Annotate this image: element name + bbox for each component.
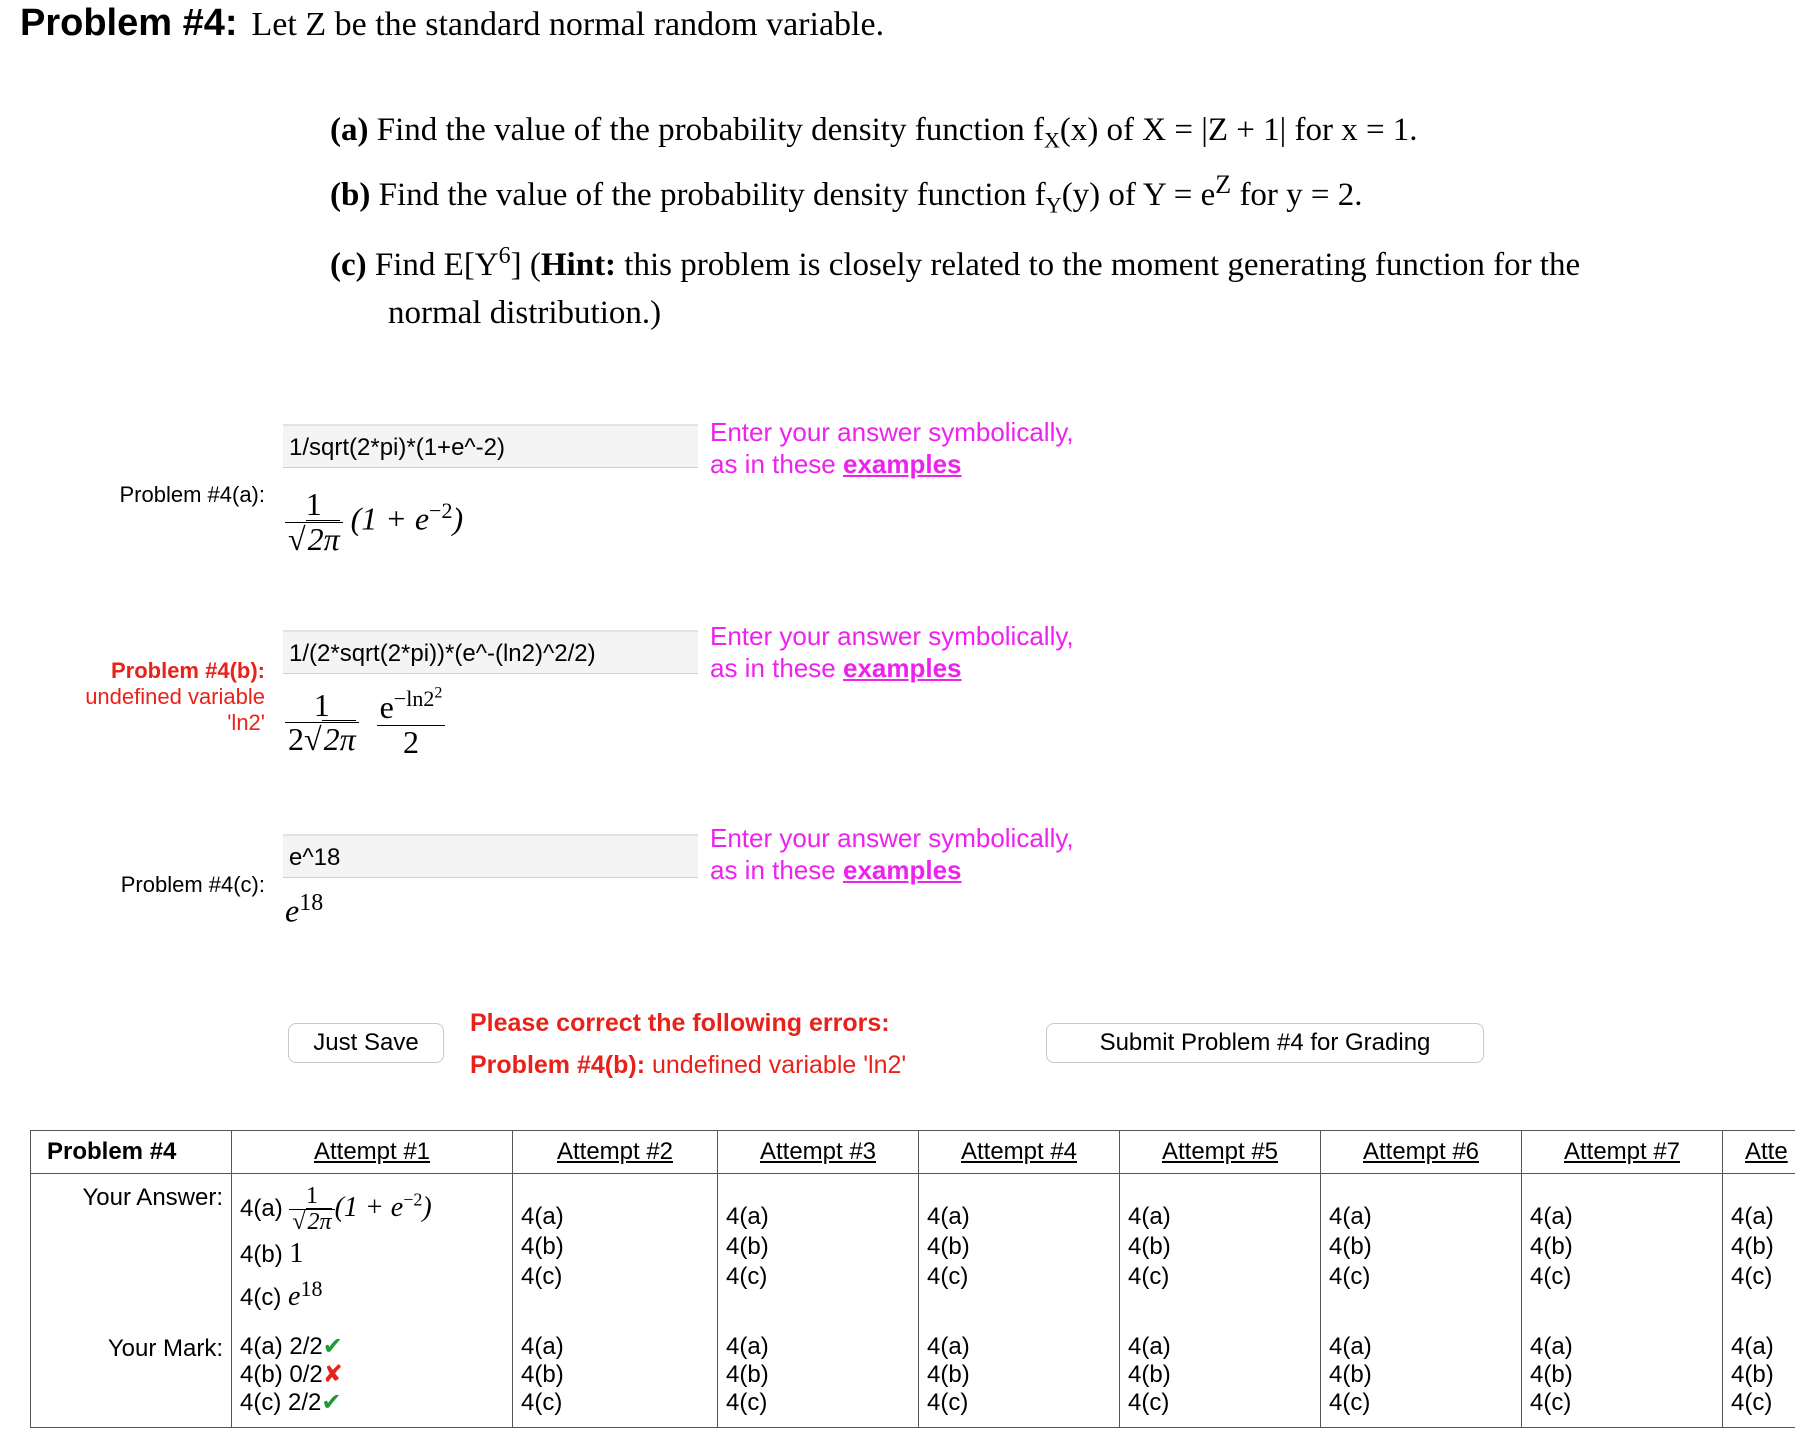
preview-paren: (1 + e	[350, 500, 430, 537]
fraction	[289, 1184, 334, 1235]
close: )	[422, 1192, 432, 1224]
attempt-header	[919, 1131, 1120, 1174]
part-a: 4(a)	[1329, 1203, 1372, 1230]
answer-b-hint	[710, 620, 1074, 684]
fraction-den	[285, 520, 343, 557]
part-a: 4(a)	[1731, 1333, 1774, 1361]
fraction	[285, 488, 343, 556]
attempt-header	[1723, 1131, 1796, 1174]
part-b-label: (b)	[330, 177, 371, 213]
problem-title	[20, 2, 884, 45]
part-b: 4(b)	[927, 1361, 970, 1389]
attempt8-marks	[1723, 1323, 1796, 1428]
attempt-link-3[interactable]: Attempt #3	[759, 1138, 877, 1165]
part-c: 4(c)	[1329, 1389, 1371, 1417]
answer-a-input[interactable]: 1/sqrt(2*pi)*(1+e^-2)	[283, 424, 698, 468]
attempt-link-2[interactable]: Attempt #2	[556, 1138, 674, 1165]
exp-sup: 18	[299, 890, 324, 916]
part-a: 4(a)	[1128, 1333, 1171, 1361]
part-c: 4(c)	[726, 1263, 768, 1290]
check-icon: ✔	[322, 1333, 343, 1361]
your-mark-label: Your Mark:	[31, 1323, 232, 1428]
part-c: 4(c)	[1329, 1263, 1371, 1290]
part-a: 4(a)	[521, 1203, 564, 1230]
exp-sup-sup: 2	[434, 685, 443, 702]
answer-b-preview	[285, 686, 445, 759]
error-item-text: undefined variable 'ln2'	[645, 1051, 907, 1079]
part-c: 4(c)	[1731, 1263, 1773, 1290]
exp-base: e	[379, 688, 394, 725]
attempt2-answers	[513, 1174, 718, 1324]
table-header-problem: Problem #4	[31, 1131, 232, 1174]
exp-sup: 18	[300, 1276, 323, 1302]
hint-label: Hint:	[540, 247, 617, 283]
part-c: 4(c)	[927, 1389, 969, 1417]
attempt-link-6[interactable]: Attempt #6	[1362, 1138, 1480, 1165]
part-a-label: (a)	[330, 112, 369, 148]
fraction-den	[289, 1210, 334, 1235]
part-b: 4(b)	[1731, 1361, 1774, 1389]
answers-row	[31, 1174, 1796, 1324]
part-b: 4(b)	[726, 1233, 769, 1260]
fraction-num: 1	[285, 488, 343, 523]
part-c: 4(c)	[1731, 1389, 1773, 1417]
part-b: 4(b)	[1329, 1361, 1372, 1389]
table-header-row	[31, 1131, 1796, 1174]
attempt-link-4[interactable]: Attempt #4	[960, 1138, 1078, 1165]
answer-c-hint	[710, 822, 1074, 886]
problem-number: Problem #4:	[20, 2, 238, 44]
answer-b-title: Problem #4(b):	[110, 658, 265, 683]
preview-close: )	[452, 500, 464, 537]
answer-value: 1	[289, 1238, 304, 1270]
part-c: 4(c)	[521, 1263, 563, 1290]
part-c: 4(c)	[1128, 1263, 1170, 1290]
part-b: 4(b)	[521, 1361, 564, 1389]
attempt3-answers	[718, 1174, 919, 1324]
answer-math	[289, 1183, 432, 1236]
sqrt-content: 2π	[307, 520, 340, 557]
error-item	[470, 1051, 906, 1080]
sqrt-icon: √	[292, 1209, 306, 1236]
part-c: 4(c)	[726, 1389, 768, 1417]
answer-c-preview	[285, 890, 323, 930]
mark-a	[240, 1333, 504, 1361]
hint-line1: Enter your answer symbolically,	[710, 417, 1074, 447]
mark-c	[240, 1389, 504, 1417]
question-a	[330, 112, 1418, 154]
attempt-link-1[interactable]: Attempt #1	[313, 1138, 431, 1165]
mark-b	[240, 1361, 504, 1389]
den-coef: 2	[288, 721, 304, 758]
part-b-rest2: for y = 2.	[1231, 177, 1363, 213]
part-c-text: Find E[Y	[374, 247, 499, 283]
examples-link[interactable]: examples	[842, 449, 962, 479]
attempt-header	[1321, 1131, 1522, 1174]
answer-b-error1: undefined variable	[85, 684, 265, 709]
attempt7-answers	[1522, 1174, 1723, 1324]
answer-c-input[interactable]: e^18	[283, 834, 698, 878]
sup: −2	[403, 1189, 423, 1210]
attempt6-marks	[1321, 1323, 1522, 1428]
attempt7-marks	[1522, 1323, 1723, 1428]
fraction-2	[377, 686, 446, 759]
part-b: 4(b)	[521, 1233, 564, 1260]
mark-text: 4(b) 0/2	[240, 1361, 323, 1389]
part-a-sub: X	[1043, 127, 1060, 153]
part-a: 4(a)	[927, 1333, 970, 1361]
marks-row	[31, 1323, 1796, 1428]
part-c: 4(c)	[1530, 1263, 1572, 1290]
part-a: 4(a)	[1128, 1203, 1171, 1230]
exp-sup	[394, 686, 443, 711]
part-c-sup: 6	[498, 243, 511, 269]
attempt-link-7[interactable]: Attempt #7	[1563, 1138, 1681, 1165]
fraction-num-2	[377, 686, 446, 726]
attempt-link-8[interactable]: Atte	[1745, 1138, 1788, 1165]
attempt-header	[1120, 1131, 1321, 1174]
part-a: 4(a)	[1731, 1203, 1774, 1230]
part-b-rest: (y) of Y = e	[1061, 177, 1216, 213]
attempt3-marks	[718, 1323, 919, 1428]
fraction-num: 1	[285, 689, 359, 724]
part-b: 4(b)	[1530, 1361, 1573, 1389]
error-item-label: Problem #4(b):	[470, 1051, 646, 1079]
part-b-sup: Z	[1215, 170, 1232, 199]
attempt4-answers	[919, 1174, 1120, 1324]
part-a: 4(a)	[726, 1203, 769, 1230]
mark-text: 4(c) 2/2	[240, 1389, 322, 1417]
cross-icon: ✘	[322, 1361, 343, 1389]
examples-link[interactable]: examples	[842, 855, 962, 885]
attempt5-marks	[1120, 1323, 1321, 1428]
hint-line2: as in these	[710, 653, 843, 683]
fraction-den-2: 2	[402, 723, 419, 760]
part-b-text: Find the value of the probability density function f	[378, 177, 1046, 213]
mark-text: 4(a) 2/2	[240, 1333, 323, 1361]
sqrt-icon: √	[304, 721, 322, 758]
part-c: 4(c)	[1530, 1389, 1572, 1417]
part-b: 4(b)	[927, 1233, 970, 1260]
part-c-label: (c)	[330, 247, 367, 283]
answer-a-hint	[710, 416, 1074, 480]
submit-button[interactable]: Submit Problem #4 for Grading	[1046, 1023, 1484, 1063]
preview-sup: −2	[429, 497, 453, 523]
part-b: 4(b)	[726, 1361, 769, 1389]
attempt-header	[232, 1131, 513, 1174]
hint-line2: as in these	[710, 449, 843, 479]
attempt5-answers	[1120, 1174, 1321, 1324]
part-b: 4(b)	[1128, 1233, 1171, 1260]
part-a: 4(a)	[1530, 1333, 1573, 1361]
exp-sup-text: −ln2	[393, 686, 435, 712]
attempt1-marks	[232, 1323, 513, 1428]
part-a: 4(a)	[1329, 1333, 1372, 1361]
answer-c-label: Problem #4(c):	[120, 872, 265, 897]
sqrt-content: 2π	[307, 1209, 332, 1236]
problem-intro: Let Z be the standard normal random variable.	[251, 6, 885, 43]
attempt1-answer-c	[240, 1274, 504, 1313]
sqrt-icon: √	[288, 520, 306, 557]
part-label: 4(b)	[240, 1241, 283, 1269]
examples-link[interactable]: examples	[842, 653, 962, 683]
part-b: 4(b)	[1329, 1233, 1372, 1260]
sqrt-content: 2π	[323, 721, 356, 758]
answer-b-input[interactable]: 1/(2*sqrt(2*pi))*(e^-(ln2)^2/2)	[283, 630, 698, 674]
attempt1-answer-b	[240, 1239, 504, 1270]
attempt2-marks	[513, 1323, 718, 1428]
answer-b-label	[15, 658, 265, 736]
fraction-num: 1	[289, 1184, 334, 1210]
attempt1-answer-a	[240, 1184, 504, 1235]
attempt6-answers	[1321, 1174, 1522, 1324]
check-icon: ✔	[321, 1389, 342, 1417]
part-a-rest: (x) of X = |Z + 1| for x = 1.	[1059, 112, 1418, 148]
part-c-rest3: normal distribution.)	[388, 295, 662, 331]
attempt-header	[718, 1131, 919, 1174]
attempt1-answers	[232, 1174, 513, 1324]
attempt-header	[513, 1131, 718, 1174]
part-a: 4(a)	[521, 1333, 564, 1361]
part-label: 4(c)	[240, 1284, 282, 1312]
part-b: 4(b)	[1128, 1361, 1171, 1389]
answer-b-error2: 'ln2'	[227, 710, 265, 735]
question-b	[330, 170, 1363, 219]
part-c-rest: ] (	[510, 247, 541, 283]
exp-base: e	[288, 1281, 301, 1313]
part-c: 4(c)	[521, 1389, 563, 1417]
part-a: 4(a)	[726, 1333, 769, 1361]
part-a-text: Find the value of the probability density function f	[376, 112, 1044, 148]
answer-a-label: Problem #4(a):	[119, 482, 265, 507]
part-c: 4(c)	[927, 1263, 969, 1290]
part-a: 4(a)	[1530, 1203, 1573, 1230]
question-c	[330, 232, 1790, 337]
part-c-rest2: this problem is closely related to the moment generating function for the	[616, 247, 1581, 283]
answer-a-preview	[285, 488, 463, 556]
fraction-den	[285, 723, 359, 757]
part-b: 4(b)	[1731, 1233, 1774, 1260]
attempt-link-5[interactable]: Attempt #5	[1161, 1138, 1279, 1165]
exp-base: e	[285, 892, 300, 929]
attempts-table	[30, 1130, 1795, 1428]
part-label: 4(a)	[240, 1195, 283, 1223]
attempt-header	[1522, 1131, 1723, 1174]
attempt8-answers	[1723, 1174, 1796, 1324]
part-b: 4(b)	[1530, 1233, 1573, 1260]
just-save-button[interactable]: Just Save	[288, 1023, 444, 1063]
hint-line2: as in these	[710, 855, 843, 885]
your-answer-label: Your Answer:	[31, 1174, 232, 1324]
fraction	[285, 686, 359, 758]
part-c: 4(c)	[1128, 1389, 1170, 1417]
attempt4-marks	[919, 1323, 1120, 1428]
paren: (1 + e	[334, 1192, 404, 1224]
error-heading: Please correct the following errors:	[470, 1009, 890, 1037]
part-b-sub: Y	[1045, 192, 1062, 218]
part-a: 4(a)	[927, 1203, 970, 1230]
hint-line1: Enter your answer symbolically,	[710, 621, 1074, 651]
hint-line1: Enter your answer symbolically,	[710, 823, 1074, 853]
